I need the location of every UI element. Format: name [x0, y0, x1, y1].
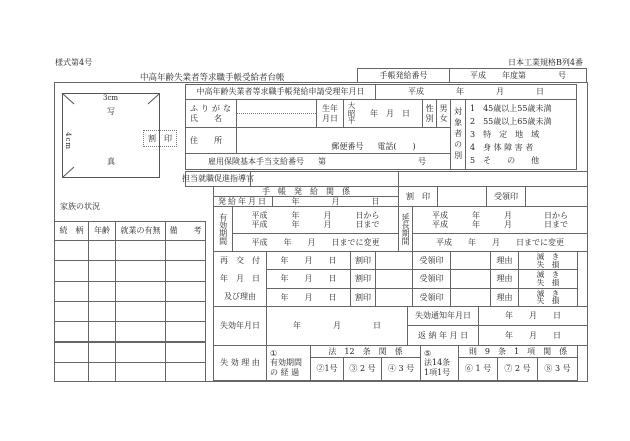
- expiry-reason-label: 失 効 理 由: [213, 345, 267, 381]
- family-col-employment: 就業の有無: [115, 221, 166, 241]
- receipt-seal-field[interactable]: [525, 186, 588, 207]
- reissue-date-field[interactable]: 年 月 日: [266, 269, 351, 288]
- reissue-split-seal-field[interactable]: [375, 269, 413, 288]
- birth-label: 生年 月日: [316, 99, 344, 128]
- reissue-reason-label: 理由: [490, 251, 519, 270]
- reissue-reason-options[interactable]: 滅 き 失 損: [518, 288, 578, 307]
- category-option[interactable]: 3 特 定 地 域: [470, 129, 540, 139]
- issue-date-label: 発給年月日: [213, 196, 273, 207]
- reissue-label-line: 再 交 付: [220, 256, 260, 266]
- furigana-label: ふりがな: [190, 104, 234, 114]
- receipt-seal-label: 受領印: [486, 186, 526, 207]
- family-cell[interactable]: [165, 321, 206, 342]
- family-cell[interactable]: [165, 240, 206, 261]
- family-cell[interactable]: [115, 240, 166, 261]
- family-cell[interactable]: [115, 281, 166, 302]
- reissue-reason-label: 理由: [490, 288, 519, 307]
- family-cell[interactable]: [115, 301, 166, 322]
- receipt-date-field[interactable]: 平成 年 月 日: [375, 84, 577, 100]
- extension-to: 平成 年 月 日まで: [432, 220, 568, 229]
- insurance-label: 雇用保険基本手当支給番号: [208, 156, 304, 166]
- birth-date-field[interactable]: 年 月 日: [358, 99, 423, 128]
- expiry-reason-4[interactable]: ④ 3 号: [381, 357, 421, 381]
- split-seal-label: 割 印: [398, 186, 438, 207]
- family-cell[interactable]: [88, 362, 116, 382]
- insurance-prefix: 第: [318, 156, 326, 166]
- reissue-label-line: 年 月 日: [220, 274, 260, 284]
- insurance-suffix: 号: [418, 156, 426, 166]
- family-col-remarks: 備 考: [165, 221, 206, 241]
- expiry-reason-8[interactable]: ⑧ 3 号: [537, 357, 578, 381]
- reissue-date-field[interactable]: 年 月 日: [266, 251, 351, 270]
- expiry-reason-1[interactable]: ① 有効期間 の 経 過: [266, 345, 311, 381]
- extension-label: 延長期間: [398, 206, 413, 252]
- reissue-receipt-seal-label: 受領印: [412, 269, 451, 288]
- sex-label: 性 別: [422, 99, 437, 128]
- extension-changed-field[interactable]: 平成 年 月 日までに変更: [412, 233, 588, 252]
- reissue-split-seal-label: 割印: [350, 251, 376, 270]
- expiry-notice-field[interactable]: 年 月 日: [478, 306, 588, 326]
- rule9-header: 則 9 条 1 項 関 係: [458, 345, 578, 358]
- form-title: 中高年齢失業者等求職手帳受給者台帳: [140, 73, 285, 83]
- category-label: 対象者の別: [450, 99, 466, 170]
- name-label-cell: [185, 99, 237, 128]
- name-field[interactable]: [236, 99, 317, 128]
- family-cell[interactable]: [88, 260, 116, 281]
- name-label: 氏 名: [190, 113, 222, 123]
- officer-extra-field[interactable]: [398, 171, 588, 187]
- family-cell[interactable]: [88, 240, 116, 261]
- family-col-age: 年齢: [88, 221, 116, 241]
- validity-changed-field[interactable]: 平成 年 月 日までに変更: [232, 233, 399, 252]
- reissue-label-line: 及び理由: [224, 292, 256, 302]
- family-cell[interactable]: [165, 342, 206, 363]
- family-cell[interactable]: [165, 260, 206, 281]
- reissue-split-seal-field[interactable]: [375, 251, 413, 270]
- reissue-receipt-seal-field[interactable]: [450, 288, 491, 307]
- reissue-label: [213, 251, 267, 307]
- phone-label: 電話( ): [377, 141, 416, 151]
- address-field[interactable]: [236, 127, 451, 154]
- officer-field[interactable]: [250, 171, 399, 187]
- return-date-field[interactable]: 年 月 日: [478, 325, 588, 346]
- expiry-reason-6[interactable]: ⑥ 1 号: [458, 357, 498, 381]
- reissue-split-seal-label: 割印: [350, 269, 376, 288]
- validity-from: 平成 年 月 日から: [251, 210, 380, 220]
- expiry-reason-2[interactable]: ②1号: [310, 357, 344, 381]
- family-cell[interactable]: [88, 281, 116, 302]
- family-cell[interactable]: [54, 240, 89, 261]
- photo-height: 4cm: [64, 132, 72, 151]
- extension-from: 平成 年 月 日から: [432, 210, 568, 220]
- reissue-date-field[interactable]: 年 月 日: [266, 288, 351, 307]
- receipt-date-label: 中高年齢失業者等求職手帳発給申請受理年月日: [185, 84, 376, 100]
- family-cell[interactable]: [54, 281, 89, 302]
- form-number: 様式第4号: [55, 58, 93, 67]
- category-option[interactable]: 1 45歳以上55歳未満: [470, 103, 552, 113]
- family-cell[interactable]: [54, 321, 89, 342]
- family-cell[interactable]: [115, 321, 166, 342]
- family-cell[interactable]: [115, 342, 166, 363]
- insurance-number-row[interactable]: [185, 153, 451, 170]
- sex-options[interactable]: 男 女: [436, 99, 451, 128]
- reissue-receipt-seal-field[interactable]: [450, 251, 491, 270]
- reissue-split-seal-field[interactable]: [375, 288, 413, 307]
- expiry-reason-7[interactable]: ⑦ 2 号: [497, 357, 538, 381]
- family-cell[interactable]: [165, 281, 206, 302]
- postal-label: 郵便番号: [331, 141, 364, 151]
- expiry-date-field[interactable]: 年 月 日: [266, 306, 408, 346]
- address-label: 住 所: [185, 127, 237, 154]
- family-cell[interactable]: [54, 260, 89, 281]
- reissue-receipt-seal-label: 受領印: [412, 288, 451, 307]
- era-options[interactable]: 大 昭 平: [343, 99, 359, 128]
- family-cell[interactable]: [54, 342, 89, 363]
- paper-size: 日本工業規格B列4番: [508, 58, 583, 67]
- family-cell[interactable]: [115, 260, 166, 281]
- category-option[interactable]: 5 そ の 他: [470, 155, 540, 165]
- law12-header: 法 12 条 関 係: [310, 345, 421, 358]
- reissue-reason-options[interactable]: 滅 き 失 損: [518, 251, 578, 270]
- reissue-receipt-seal-label: 受領印: [412, 251, 451, 270]
- reissue-split-seal-label: 割印: [350, 288, 376, 307]
- expiry-notice-label: 失効通知年月日: [407, 306, 479, 326]
- split-seal-field[interactable]: [437, 186, 487, 207]
- family-cell[interactable]: [165, 301, 206, 322]
- family-cell[interactable]: [88, 342, 116, 363]
- extension-range-field[interactable]: [412, 206, 588, 234]
- family-cell[interactable]: [88, 301, 116, 322]
- family-col-relation: 続 柄: [54, 221, 89, 241]
- photo-char1: 写: [107, 107, 115, 116]
- split-seal-photo[interactable]: 割 印: [143, 130, 177, 147]
- reissue-receipt-seal-field[interactable]: [450, 269, 491, 288]
- issuance-header: 手 帳 発 給 関 係: [213, 186, 399, 197]
- photo-width: 3cm: [103, 94, 119, 102]
- category-option[interactable]: 2 55歳以上65歳未満: [470, 116, 552, 126]
- family-cell[interactable]: [165, 362, 206, 382]
- reissue-reason-options[interactable]: 滅 き 失 損: [518, 269, 578, 288]
- family-cell[interactable]: [54, 301, 89, 322]
- officer-label: 担当就職促進指導官: [185, 171, 251, 187]
- expiry-reason-3[interactable]: ③ 2 号: [343, 357, 382, 381]
- validity-to: 平成 年 月 日まで: [251, 220, 380, 229]
- family-label: 家族の状況: [60, 202, 100, 211]
- issue-date-field[interactable]: 年 月 日: [272, 196, 399, 207]
- expiry-reason-5[interactable]: ⑤ 法14条 1項1号: [420, 345, 459, 381]
- photo-char2: 真: [107, 157, 115, 166]
- category-options[interactable]: [465, 99, 577, 170]
- notebook-number-label: 手帳発給番号: [357, 68, 450, 83]
- family-cell[interactable]: [115, 362, 166, 382]
- return-date-label: 返 納 年 月 日: [407, 325, 479, 346]
- category-option[interactable]: 4 身 体 障 害 者: [470, 142, 534, 152]
- validity-range-field[interactable]: [232, 206, 399, 234]
- family-cell[interactable]: [54, 362, 89, 382]
- family-cell[interactable]: [88, 321, 116, 342]
- notebook-number-field[interactable]: 平成 年度第 号: [449, 68, 587, 83]
- validity-label: 有効期間: [213, 206, 233, 252]
- reissue-reason-label: 理由: [490, 269, 519, 288]
- expiry-date-label: 失効年月日: [213, 306, 267, 346]
